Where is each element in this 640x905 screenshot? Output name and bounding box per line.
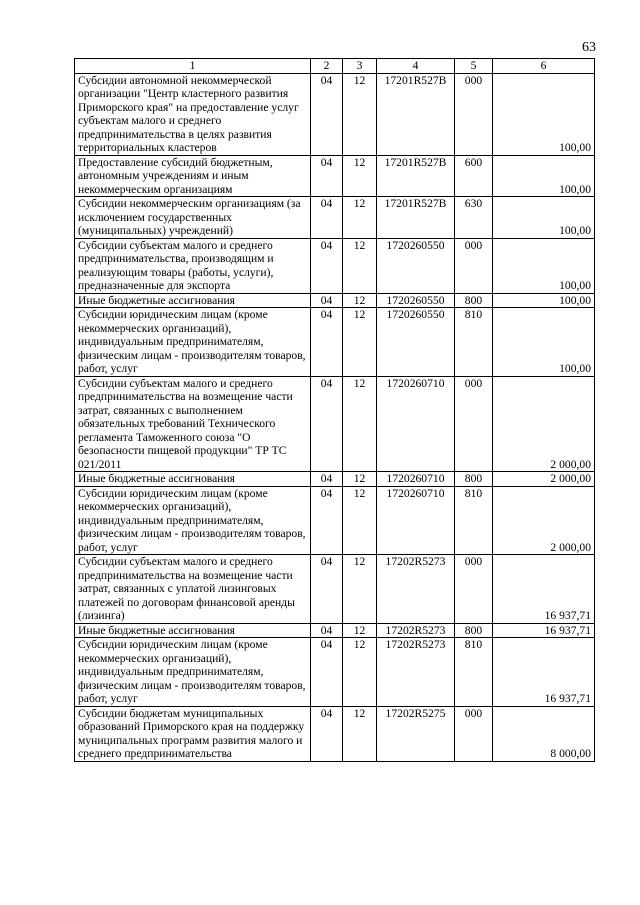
row-expense-type: 000 <box>455 238 493 293</box>
row-subsection: 12 <box>343 706 377 761</box>
row-section: 04 <box>311 73 343 155</box>
row-subsection: 12 <box>343 623 377 638</box>
row-subsection: 12 <box>343 486 377 555</box>
row-name: Субсидии субъектам малого и среднего предпринимательства на возмещение части затрат, связанных с уплатой лизинговых платежей по договорам финансовой аренды (лизинга) <box>75 555 311 624</box>
table-row <box>75 376 595 472</box>
row-subsection: 12 <box>343 238 377 293</box>
row-name: Предоставление субсидий бюджетным, автономным учреждениям и иным некоммерческим организациям <box>75 155 311 197</box>
page-number: 63 <box>582 40 596 55</box>
row-amount: 100,00 <box>493 293 595 308</box>
row-subsection: 12 <box>343 293 377 308</box>
column-header-5: 5 <box>455 59 493 74</box>
row-target-code: 17202R5273 <box>377 555 455 624</box>
row-expense-type: 630 <box>455 197 493 239</box>
row-expense-type: 000 <box>455 555 493 624</box>
row-target-code: 17201R527B <box>377 155 455 197</box>
row-section: 04 <box>311 486 343 555</box>
row-target-code: 1720260710 <box>377 472 455 487</box>
row-subsection: 12 <box>343 376 377 472</box>
table-row <box>75 73 595 155</box>
row-target-code: 1720260550 <box>377 308 455 377</box>
row-subsection: 12 <box>343 472 377 487</box>
column-header-3: 3 <box>343 59 377 74</box>
row-expense-type: 810 <box>455 486 493 555</box>
table-row <box>75 197 595 239</box>
row-section: 04 <box>311 197 343 239</box>
row-name: Субсидии субъектам малого и среднего предпринимательства на возмещение части затрат, связанных с выполнением обязательных требований Технического регламента Таможенного союза "О безопасности пищевой продукции" ТР ТС 021/2011 <box>75 376 311 472</box>
row-name: Иные бюджетные ассигнования <box>75 623 311 638</box>
row-expense-type: 810 <box>455 638 493 707</box>
row-section: 04 <box>311 238 343 293</box>
table-row <box>75 155 595 197</box>
row-amount: 2 000,00 <box>493 486 595 555</box>
row-expense-type: 000 <box>455 706 493 761</box>
table-row <box>75 308 595 377</box>
row-target-code: 17201R527B <box>377 73 455 155</box>
row-name: Иные бюджетные ассигнования <box>75 472 311 487</box>
row-expense-type: 810 <box>455 308 493 377</box>
row-name: Субсидии некоммерческим организациям (за исключением государственных (муниципальных) учреждений) <box>75 197 311 239</box>
row-section: 04 <box>311 472 343 487</box>
row-target-code: 17202R5275 <box>377 706 455 761</box>
row-subsection: 12 <box>343 197 377 239</box>
row-amount: 100,00 <box>493 308 595 377</box>
row-expense-type: 800 <box>455 472 493 487</box>
row-target-code: 1720260550 <box>377 293 455 308</box>
row-amount: 100,00 <box>493 73 595 155</box>
header-row <box>75 59 595 74</box>
column-header-4: 4 <box>377 59 455 74</box>
row-amount: 100,00 <box>493 197 595 239</box>
row-section: 04 <box>311 623 343 638</box>
row-name: Субсидии автономной некоммерческой организации "Центр кластерного развития Приморского края" на предоставление услуг субъектам малого и среднего предпринимательства в целях развития территориальных кластеров <box>75 73 311 155</box>
row-target-code: 1720260550 <box>377 238 455 293</box>
row-subsection: 12 <box>343 555 377 624</box>
row-amount: 16 937,71 <box>493 623 595 638</box>
row-name: Субсидии бюджетам муниципальных образований Приморского края на поддержку муниципальных программ развития малого и среднего предпринимательства <box>75 706 311 761</box>
row-section: 04 <box>311 706 343 761</box>
row-target-code: 17202R5273 <box>377 638 455 707</box>
row-amount: 2 000,00 <box>493 376 595 472</box>
row-section: 04 <box>311 555 343 624</box>
row-target-code: 17201R527B <box>377 197 455 239</box>
row-section: 04 <box>311 638 343 707</box>
row-subsection: 12 <box>343 638 377 707</box>
row-subsection: 12 <box>343 73 377 155</box>
row-name: Субсидии юридическим лицам (кроме некоммерческих организаций), индивидуальным предпринимателям, физическим лицам - производителям товаров, работ, услуг <box>75 486 311 555</box>
table-row <box>75 623 595 638</box>
table-row <box>75 472 595 487</box>
table-row <box>75 486 595 555</box>
column-header-1: 1 <box>75 59 311 74</box>
row-expense-type: 000 <box>455 73 493 155</box>
row-amount: 2 000,00 <box>493 472 595 487</box>
row-section: 04 <box>311 376 343 472</box>
row-expense-type: 800 <box>455 623 493 638</box>
row-section: 04 <box>311 155 343 197</box>
row-expense-type: 600 <box>455 155 493 197</box>
table-row <box>75 706 595 761</box>
row-name: Субсидии субъектам малого и среднего предпринимательства, производящим и реализующим товары (работы, услуги), предназначенные для экспорта <box>75 238 311 293</box>
row-amount: 16 937,71 <box>493 638 595 707</box>
table-row <box>75 293 595 308</box>
row-target-code: 1720260710 <box>377 486 455 555</box>
row-amount: 8 000,00 <box>493 706 595 761</box>
row-subsection: 12 <box>343 308 377 377</box>
column-header-6: 6 <box>493 59 595 74</box>
row-expense-type: 800 <box>455 293 493 308</box>
row-target-code: 1720260710 <box>377 376 455 472</box>
row-name: Иные бюджетные ассигнования <box>75 293 311 308</box>
row-amount: 100,00 <box>493 238 595 293</box>
row-section: 04 <box>311 293 343 308</box>
row-amount: 100,00 <box>493 155 595 197</box>
row-section: 04 <box>311 308 343 377</box>
table-row <box>75 638 595 707</box>
row-expense-type: 000 <box>455 376 493 472</box>
table-row <box>75 555 595 624</box>
column-header-2: 2 <box>311 59 343 74</box>
row-amount: 16 937,71 <box>493 555 595 624</box>
row-target-code: 17202R5273 <box>377 623 455 638</box>
row-name: Субсидии юридическим лицам (кроме некоммерческих организаций), индивидуальным предпринимателям, физическим лицам - производителям товаров, работ, услуг <box>75 308 311 377</box>
row-subsection: 12 <box>343 155 377 197</box>
row-name: Субсидии юридическим лицам (кроме некоммерческих организаций), индивидуальным предпринимателям, физическим лицам - производителям товаров, работ, услуг <box>75 638 311 707</box>
table-row <box>75 238 595 293</box>
budget-table <box>74 58 595 762</box>
